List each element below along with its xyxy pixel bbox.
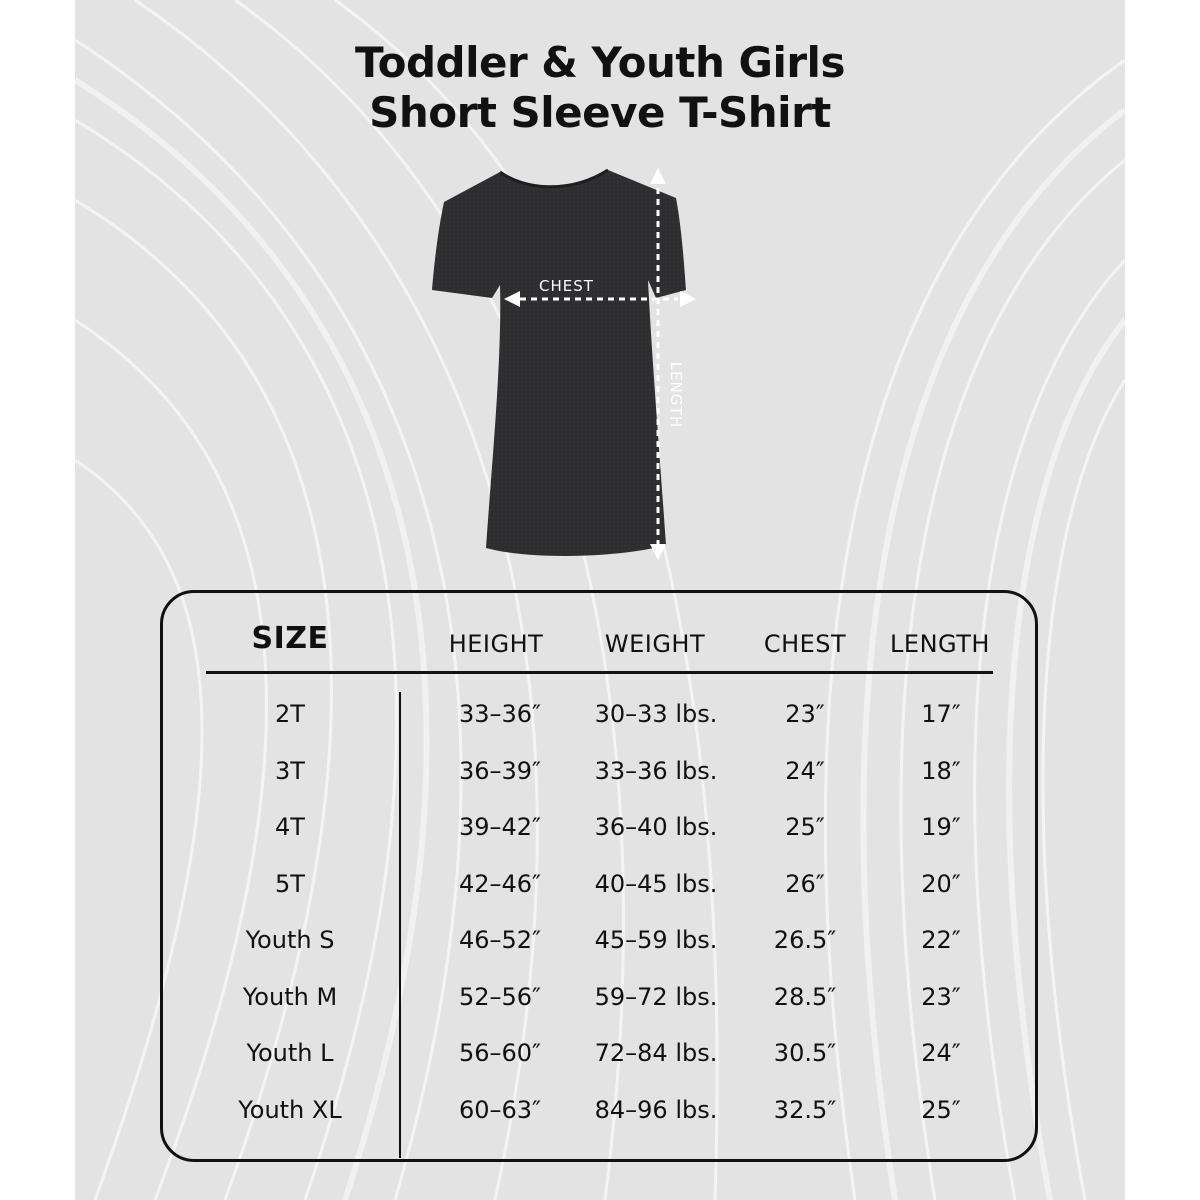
cell-chest: 26.5″ [773,926,837,954]
cell-height: 42–46″ [458,869,542,898]
cell-size: Youth S [245,926,335,954]
cell-chest: 30.5″ [773,1039,837,1067]
cell-height: 52–56″ [458,982,542,1011]
cell-height: 36–39″ [458,756,542,785]
column-divider [399,692,401,1158]
header-chest: CHEST [763,630,847,658]
chest-arrow-right-icon [680,291,696,307]
cell-size: Youth L [246,1039,334,1067]
cell-size: 5T [275,869,305,898]
cell-size: Youth M [242,982,338,1011]
cell-weight: 59–72 lbs. [594,982,718,1011]
cell-chest: 23″ [785,700,825,728]
length-arrow-bottom-icon [650,544,666,560]
cell-chest: 25″ [785,813,825,841]
cell-weight: 84–96 lbs. [594,1095,718,1124]
cell-height: 56–60″ [458,1039,542,1067]
length-arrow-top-icon [650,168,666,184]
cell-weight: 72–84 lbs. [594,1039,718,1067]
cell-length: 25″ [921,1095,961,1124]
cell-height: 39–42″ [458,813,542,841]
cell-height: 46–52″ [458,926,542,954]
cell-length: 23″ [921,982,961,1011]
cell-length: 18″ [921,756,961,785]
cell-height: 60–63″ [458,1095,542,1124]
cell-weight: 36–40 lbs. [594,813,718,841]
cell-chest: 32.5″ [773,1095,837,1124]
cell-length: 22″ [921,926,961,954]
cell-length: 19″ [921,813,961,841]
header-length: LENGTH [890,630,990,658]
cell-length: 24″ [921,1039,961,1067]
header-divider [206,671,993,674]
header-height: HEIGHT [448,630,544,658]
header-size: SIZE [251,621,329,656]
cell-weight: 45–59 lbs. [594,926,718,954]
header-weight: WEIGHT [604,630,706,658]
cell-size: 2T [275,700,305,728]
cell-size: 4T [275,813,305,841]
title-line-1: Toddler & Youth Girls [355,38,845,87]
cell-length: 20″ [921,869,961,898]
length-label: LENGTH [667,361,685,429]
tshirt-shape [432,170,686,556]
cell-weight: 33–36 lbs. [594,756,718,785]
cell-height: 33–36″ [458,700,542,728]
cell-weight: 40–45 lbs. [594,869,718,898]
cell-weight: 30–33 lbs. [594,700,718,728]
cell-chest: 26″ [785,869,825,898]
cell-chest: 28.5″ [773,982,837,1011]
chest-label: CHEST [539,277,594,295]
cell-chest: 24″ [785,756,825,785]
cell-size: 3T [275,756,305,785]
page-title [0,38,1200,138]
cell-size: Youth XL [238,1095,342,1124]
title-line-2: Short Sleeve T-Shirt [369,88,831,137]
cell-length: 17″ [921,700,961,728]
